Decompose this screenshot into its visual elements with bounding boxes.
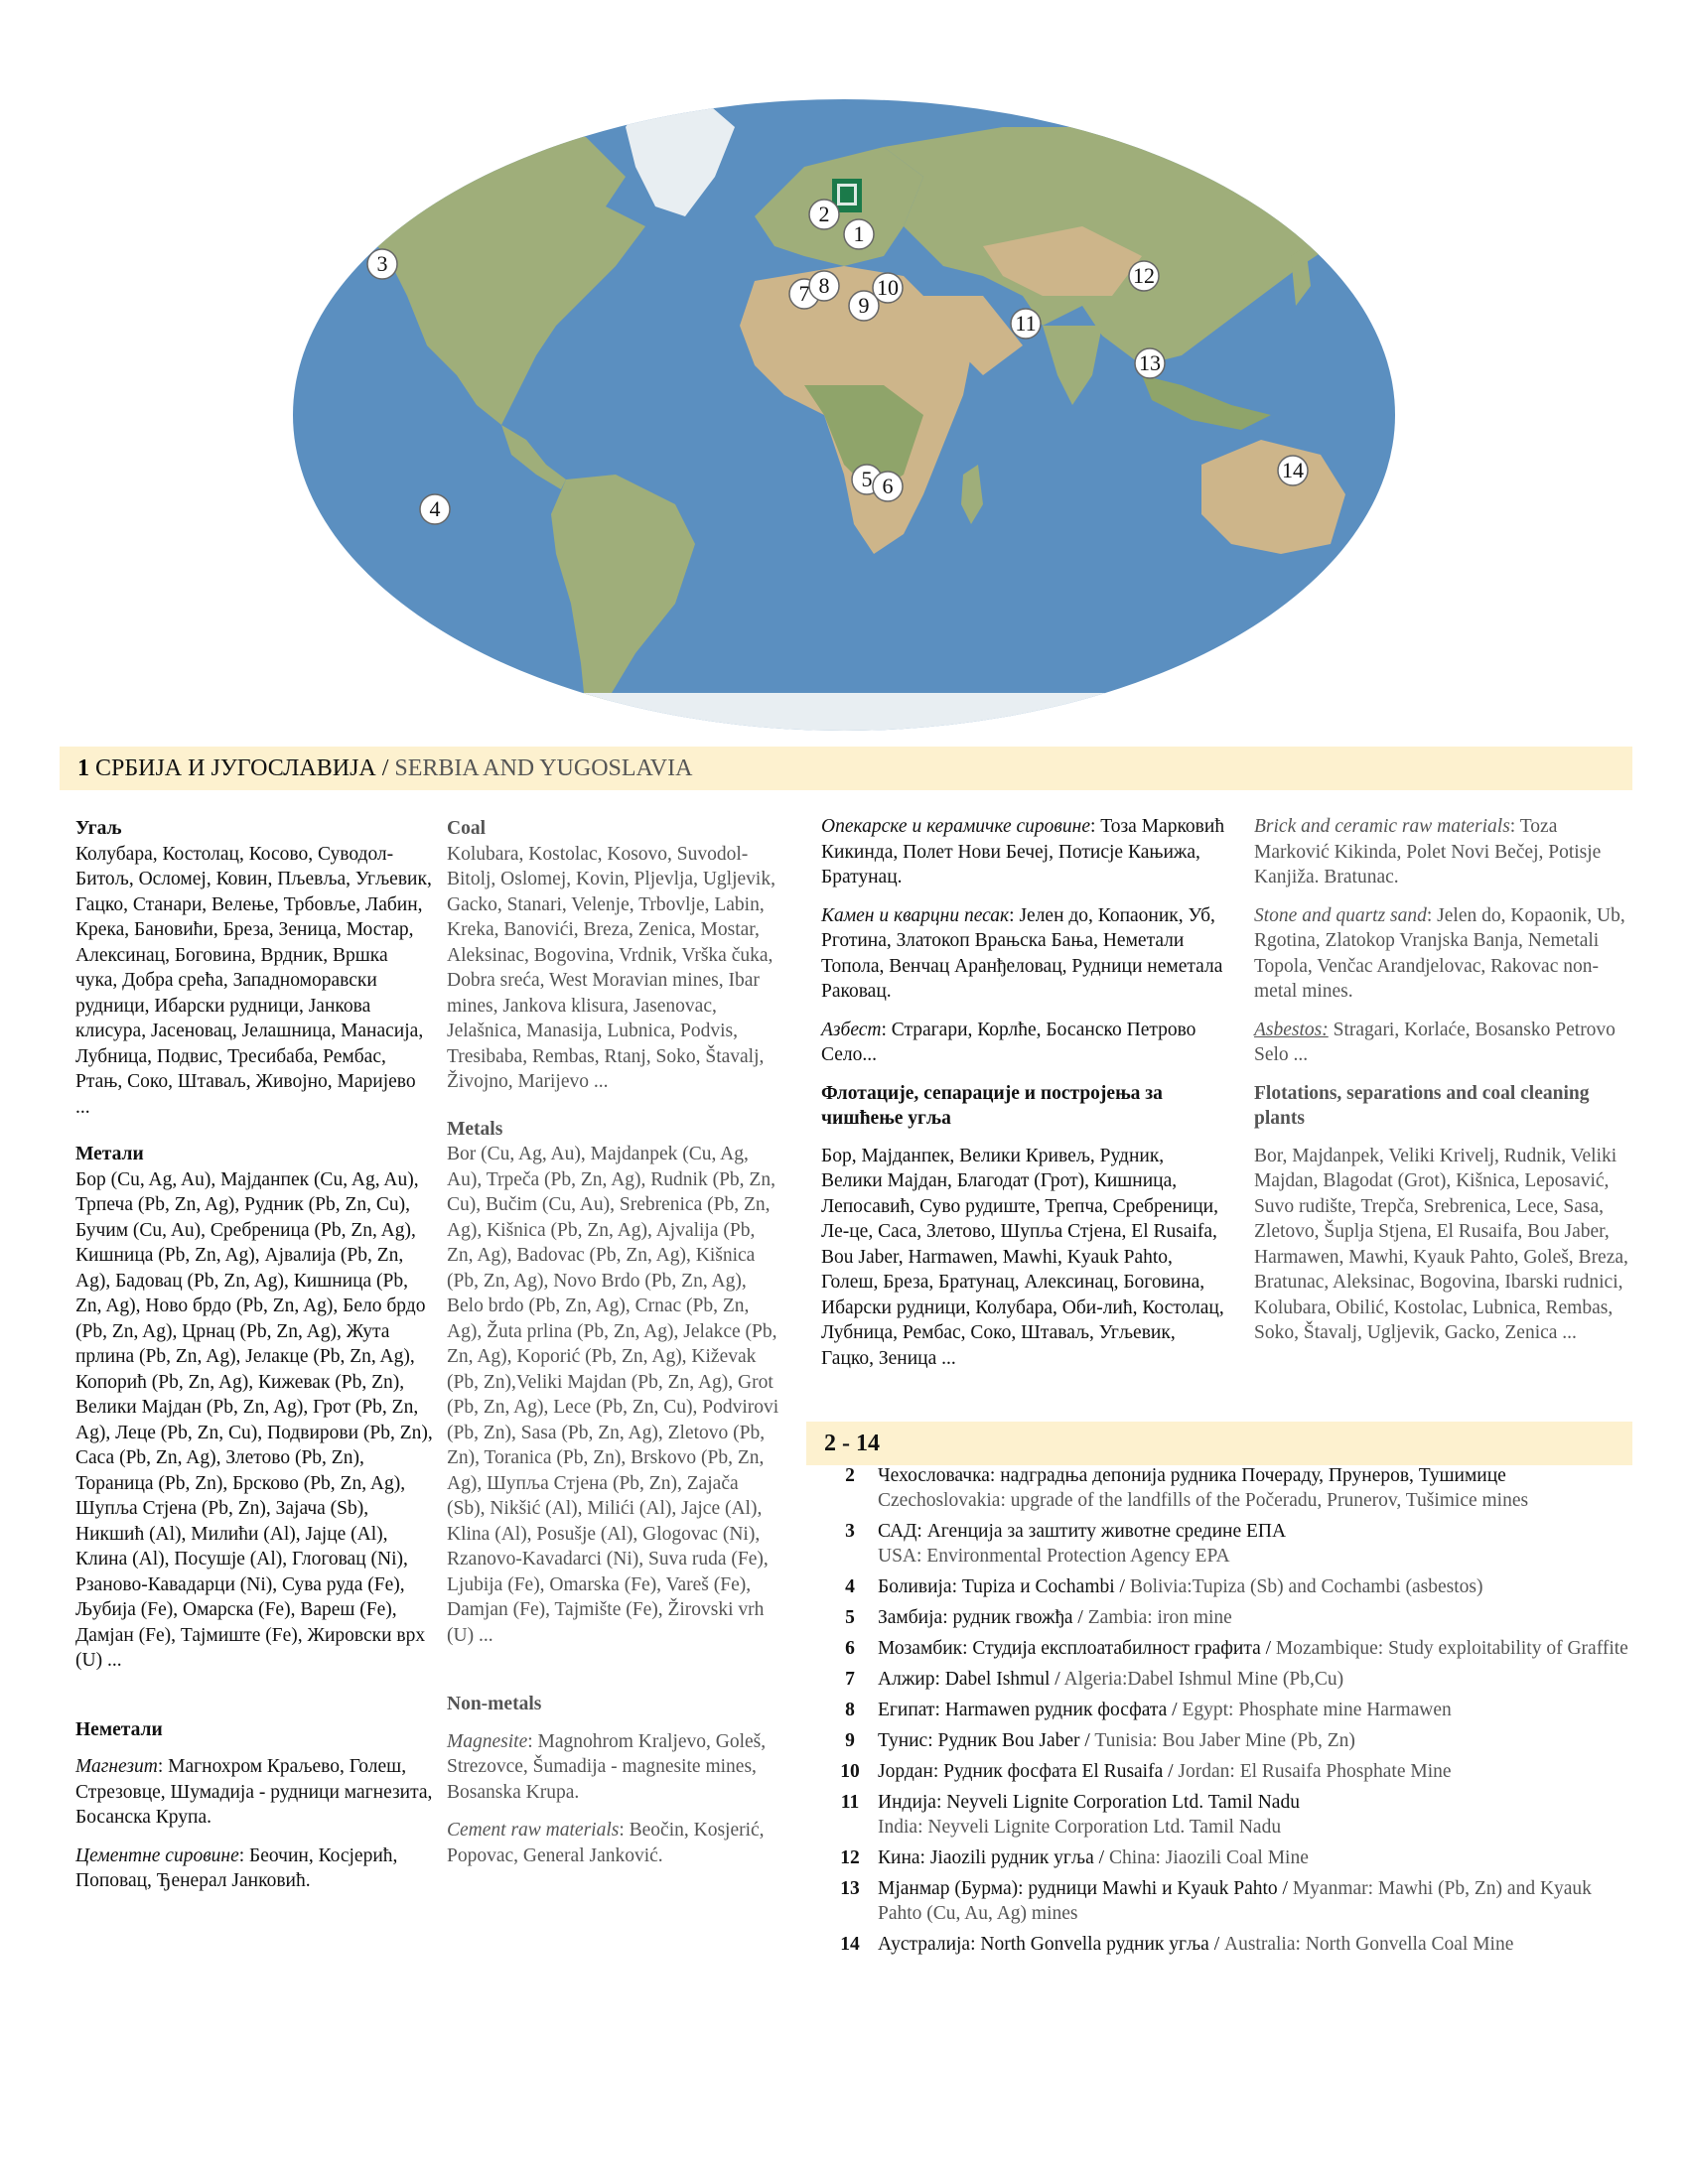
map-marker-11[interactable] — [1011, 309, 1041, 339]
map-marker-label: 4 — [429, 496, 441, 521]
project-number: 10 — [840, 1761, 860, 1782]
project-text-en: Zambia: iron mine — [1087, 1607, 1232, 1628]
column-english-nonmetals — [1254, 814, 1631, 1368]
project-row — [822, 1790, 1632, 1840]
project-row — [822, 1605, 1632, 1630]
map-marker-14[interactable] — [1278, 456, 1308, 485]
stone-label: Камен и кварцни песак — [821, 904, 1010, 926]
project-text-sr: Индија: Neyveli Lignite Corporation Ltd. Tamil Nadu — [878, 1792, 1300, 1813]
project-text — [878, 1932, 1632, 1957]
map-marker-2[interactable] — [809, 200, 839, 229]
coal-text: Колубара, Костолац, Косово, Суводол-Битољ, Осломеј, Ковин, Пљевља, Угљевик, Гацко, Станари, Велење, Трбовље, Лабин, Крека, Бановићи, Бреза, Зеница, Мостар, Алексинац, Боговина, Врдник, Вршка чука, Добра срећа, Западноморавски рудници, Ибарски рудници, Јанкова клисура, Јасеновац, Јелашница, Манасија, Лубница, Подвис, Тресибаба, Рембас, Ртањ, Соко, Штаваљ, Живојно, Маријево ... — [75, 843, 432, 1118]
project-row — [822, 1519, 1632, 1569]
map-marker-label: 3 — [376, 251, 388, 276]
stone-label-en: Stone and quartz sand — [1254, 904, 1427, 926]
project-text-en: Mozambique: Study exploitability of Graffite — [1275, 1638, 1628, 1659]
magnesite-text-en: : Magnohrom Kraljevo, Goleš, Strezovce, Šumadija - magnesite mines, Bosanska Krupa. — [447, 1730, 767, 1803]
project-text-en: USA: Environmental Protection Agency EPA — [878, 1546, 1230, 1567]
antarctica — [288, 693, 1400, 733]
column-english-minerals — [447, 816, 779, 1881]
world-map — [288, 97, 1400, 733]
project-text-sr: Замбија: рудник гвожђа / — [878, 1607, 1083, 1628]
asbestos-label-en: Asbestos: — [1254, 1019, 1329, 1040]
section-number: 1 — [77, 755, 89, 781]
brick-label: Опекарске и керамичке сировине — [821, 816, 1090, 837]
project-number: 5 — [845, 1607, 855, 1628]
new-zealand — [1365, 549, 1380, 594]
cement-text-en: : Beočin, Kosjerić, Popovac, General Janković. — [447, 1820, 765, 1866]
project-text-en: Egypt: Phosphate mine Harmawen — [1182, 1700, 1452, 1720]
project-text-en: India: Neyveli Lignite Corporation Ltd. Tamil Nadu — [878, 1817, 1282, 1838]
section-title-sr: СРБИЈА И ЈУГОСЛАВИЈА / — [95, 755, 389, 781]
metals-text-en: Bor (Cu, Ag, Au), Majdanpek (Cu, Ag, Au), Trpeča (Pb, Zn, Ag), Rudnik (Pb, Zn, Cu), Bučim (Cu, Au), Srebrenica (Pb, Zn, Ag), Kišnica (Pb, Zn, Ag), Ajvalija (Pb, Zn, Ag), Badovac (Pb, Zn, Ag), Kišnica (Pb, Zn, Ag), Novo Brdo (Pb, Zn, Ag), Belo brdo (Pb, Zn, Ag), Crnac (Pb, Zn, Ag), Žuta prlina (Pb, Zn, Ag), Jelakce (Pb, Zn, Ag), Koporić (Pb, Zn, Ag), Kiževak (Pb, Zn),Veliki Majdan (Pb, Zn, Ag), Grot (Pb, Zn, Ag), Lece (Pb, Zn, Cu), Podvirovi (Pb, Zn), Sasa (Pb, Zn, Ag), Zletovo (Pb, Zn), Toranica (Pb, Zn), Brskovo (Pb, Zn, Ag), Шупља Стјена (Pb, Zn), Zajača (Sb), Nikšić (Al), Milići (Al), Jajce (Al), Klina (Al), Posušje (Al), Glogovac (Ni), Rzanovo-Kavadarci (Ni), Suva ruda (Fe), Ljubija (Fe), Omarska (Fe), Vareš (Fe), Damjan (Fe), Tajmište (Fe), Žirovski vrh (U) ... — [447, 1144, 779, 1646]
map-marker-6[interactable] — [873, 472, 903, 501]
project-row — [822, 1932, 1632, 1957]
map-marker-label: 7 — [798, 281, 810, 306]
stone-text-en: : Jelen do, Kopaonik, Ub, Rgotina, Zlatokop Vranjska Banja, Nemetali Topola, Venčac Arandjelovac, Rakovac non-metal mines. — [1254, 904, 1625, 1002]
asbestos-text-en: Stragari, Korlaće, Bosansko Petrovo Selo ... — [1254, 1019, 1616, 1065]
project-text-sr: Чехословачка: надградња депонија рудника Почераду, Прунеров, Тушимице — [878, 1465, 1506, 1486]
stone-paragraph — [821, 903, 1228, 1005]
section-header-serbia — [60, 747, 1632, 790]
project-text — [878, 1636, 1632, 1661]
project-text-sr: Аустралија: North Gonvella рудник угља / — [878, 1934, 1220, 1955]
project-row — [822, 1574, 1632, 1599]
nonmetals-title: Неметали — [75, 1718, 163, 1740]
section-header-projects — [806, 1422, 1632, 1465]
asbestos-text: : Страгари, Корлће, Босанско Петрово Село... — [821, 1019, 1196, 1065]
project-text — [878, 1519, 1632, 1569]
stone-paragraph-en — [1254, 903, 1631, 1005]
project-text-sr: Мјанмар (Бурма): рудници Mawhi и Kyauk Pahto / — [878, 1878, 1288, 1899]
map-marker-label: 1 — [853, 221, 865, 246]
project-text-sr: САД: Агенција за заштиту животне средине ЕПА — [878, 1521, 1287, 1542]
flotation-text-en: Bor, Majdanpek, Veliki Krivelj, Rudnik, Veliki Majdan, Blagodat (Grot), Kišnica, Leposavić, Suvo rudište, Trepča, Srebrenica, Lece, Sasa, Zletovo, Šuplja Stjena, El Rusaifa, Bou Jaber, Harmawen, Mawhi, Kyauk Pahto, Goleš, Breza, Bratunac, Aleksinac, Bogovina, Ibarski rudnici, Kolubara, Obilić, Kostolac, Lubnica, Rembas, Soko, Štavalj, Ugljevik, Gacko, Zenica ... — [1254, 1145, 1628, 1343]
project-text-en: Bolivia:Tupiza (Sb) and Cochambi (asbestos) — [1129, 1576, 1483, 1597]
project-text-sr: Алжир: Dabel Ishmul / — [878, 1669, 1060, 1690]
project-number: 7 — [845, 1669, 855, 1690]
projects-list — [822, 1463, 1632, 1963]
metals-text: Бор (Cu, Ag, Au), Мајданпек (Cu, Ag, Au), Трпеча (Pb, Zn, Ag), Рудник (Pb, Zn, Cu), Бучим (Cu, Au), Сребреница (Pb, Zn, Ag), Кишница (Pb, Zn, Ag), Ајвалија (Pb, Zn, Ag), Бадовац (Pb, Zn, Ag), Кишница (Pb, Zn, Ag), Ново брдо (Pb, Zn, Ag), Бело брдо (Pb, Zn, Ag), Црнац (Pb, Zn, Ag), Жута прлина (Pb, Zn, Ag), Јелакце (Pb, Zn, Ag), Копорић (Pb, Zn, Ag), Кижевак (Pb, Zn), Велики Мајдан (Pb, Zn, Ag), Грот (Pb, Zn, Ag), Леце (Pb, Zn, Cu), Подвирови (Pb, Zn), Саса (Pb, Zn, Ag), Злетово (Pb, Zn), Тораница (Pb, Zn), Брсково (Pb, Zn, Ag), Шупља Стјена (Pb, Zn), Зајача (Sb), Никшић (Al), Милићи (Al), Јајце (Al), Клина (Al), Посушје (Al), Глоговац (Ni), Рзаново-Кавадарци (Ni), Сува руда (Fe), Љубија (Fe), Омарска (Fe), Вареш (Fe), Дамјан (Fe), Тајмиште (Fe), Жировски врх (U) ... — [75, 1168, 433, 1671]
project-text — [878, 1605, 1632, 1630]
map-marker-1[interactable] — [844, 219, 874, 249]
project-text — [878, 1463, 1632, 1513]
column-serbian-nonmetals — [821, 814, 1228, 1393]
cement-label-en: Cement raw materials — [447, 1820, 620, 1841]
project-text-en: Jordan: El Rusaifa Phosphate Mine — [1178, 1761, 1452, 1782]
projects-range-title: 2 - 14 — [824, 1431, 880, 1456]
project-text-sr: Јордан: Рудник фосфата El Rusaifa / — [878, 1761, 1174, 1782]
project-text-en: Australia: North Gonvella Coal Mine — [1224, 1934, 1514, 1955]
project-number: 14 — [840, 1934, 860, 1955]
project-text-sr: Египат: Harmawen рудник фосфата / — [878, 1700, 1178, 1720]
project-text-sr: Боливија: Tupiza и Cochambi / — [878, 1576, 1125, 1597]
project-text-en: Tunisia: Bou Jaber Mine (Pb, Zn) — [1094, 1730, 1355, 1751]
brick-text: : Тоза Марковић Кикинда, Полет Нови Бечеј, Потисје Кањижа, Братунац. — [821, 816, 1225, 887]
magnesite-label: Магнезит — [75, 1756, 158, 1777]
map-marker-label: 2 — [818, 202, 830, 226]
nonmetals-title-en: Non-metals — [447, 1694, 542, 1714]
magnesite-label-en: Magnesite — [447, 1730, 528, 1752]
flotation-title: Флотације, сепарације и постројења за чишћење угља — [821, 1082, 1163, 1129]
stone-text: : Јелен до, Копаоник, Уб, Рготина, Златокоп Врањска Бања, Неметали Топола, Венчац Аранђеловац, Рудници неметала Раковац. — [821, 904, 1223, 1002]
map-marker-3[interactable] — [367, 249, 397, 279]
project-number: 6 — [845, 1638, 855, 1659]
project-row — [822, 1845, 1632, 1870]
project-number: 3 — [845, 1521, 855, 1542]
project-text — [878, 1574, 1632, 1599]
project-text-en: China: Jiaozili Coal Mine — [1108, 1847, 1309, 1868]
project-row — [822, 1876, 1632, 1926]
map-marker-label: 12 — [1133, 263, 1155, 288]
project-number: 13 — [840, 1878, 860, 1899]
cement-label: Цементне сировине — [75, 1844, 239, 1866]
project-row — [822, 1698, 1632, 1722]
asbestos-label: Азбест — [821, 1019, 882, 1040]
project-row — [822, 1636, 1632, 1661]
map-marker-label: 11 — [1015, 311, 1037, 336]
project-text-sr: Мозамбик: Студија експлоатабилност графита / — [878, 1638, 1272, 1659]
map-marker-label: 13 — [1139, 350, 1161, 375]
coal-title: Угаљ — [75, 818, 122, 839]
project-text-sr: Кина: Jiaozili рудник угља / — [878, 1847, 1105, 1868]
cement-text: : Беочин, Косјерић, Поповац, Ђенерал Јанковић. — [75, 1844, 398, 1891]
project-text-en: Myanmar: Mawhi (Pb, Zn) and Kyauk Pahto (Cu, Au, Ag) mines — [878, 1878, 1592, 1924]
brick-paragraph-en — [1254, 814, 1631, 890]
project-number: 9 — [845, 1730, 855, 1751]
brick-paragraph — [821, 814, 1228, 890]
column-serbian-minerals — [75, 816, 433, 1907]
metals-title: Метали — [75, 1144, 144, 1164]
project-text — [878, 1845, 1632, 1870]
project-number: 2 — [845, 1465, 855, 1486]
project-text — [878, 1759, 1632, 1784]
project-text-en: Algeria:Dabel Ishmul Mine (Pb,Cu) — [1063, 1669, 1344, 1690]
map-marker-12[interactable] — [1129, 261, 1159, 291]
project-row — [822, 1463, 1632, 1513]
project-number: 12 — [840, 1847, 860, 1868]
map-marker-4[interactable] — [420, 494, 450, 524]
cement-paragraph-en — [447, 1818, 779, 1868]
magnesite-paragraph — [75, 1754, 433, 1831]
project-row — [822, 1667, 1632, 1692]
project-number: 8 — [845, 1700, 855, 1720]
map-marker-label: 10 — [877, 275, 899, 300]
project-number: 4 — [845, 1576, 855, 1597]
magnesite-text: : Магнохром Краљево, Голеш, Стрезовце, Шумадија - рудници магнезита, Босанска Крупа. — [75, 1756, 433, 1828]
map-marker-label: 8 — [818, 273, 830, 298]
section-title-en: SERBIA AND YUGOSLAVIA — [394, 755, 693, 781]
asbestos-paragraph — [821, 1018, 1228, 1068]
map-marker-8[interactable] — [809, 271, 839, 301]
project-number: 11 — [840, 1792, 860, 1813]
project-text — [878, 1698, 1632, 1722]
project-text-en: Czechoslovakia: upgrade of the landfills of the Počeradu, Prunerov, Tušimice mines — [878, 1490, 1529, 1511]
world-map-svg — [288, 97, 1400, 733]
coal-title-en: Coal — [447, 818, 486, 839]
project-text — [878, 1790, 1632, 1840]
project-text — [878, 1728, 1632, 1753]
map-marker-13[interactable] — [1135, 348, 1165, 378]
map-marker-label: 6 — [882, 474, 894, 498]
asbestos-paragraph-en — [1254, 1018, 1631, 1068]
cement-paragraph — [75, 1843, 433, 1894]
project-row — [822, 1759, 1632, 1784]
map-marker-label: 14 — [1282, 458, 1304, 482]
magnesite-paragraph-en — [447, 1729, 779, 1806]
brick-label-en: Brick and ceramic raw materials — [1254, 816, 1510, 837]
project-text — [878, 1667, 1632, 1692]
map-marker-label: 9 — [858, 293, 870, 318]
map-marker-10[interactable] — [873, 273, 903, 303]
project-text — [878, 1876, 1632, 1926]
flotation-text: Бор, Мајданпек, Велики Кривељ, Рудник, Велики Мајдан, Благодат (Грот), Кишница, Лепосавић, Суво рудиште, Трепча, Сребреници, Ле-це, Саса, Злетово, Шупља Стјена, El Rusaifa, Bou Jaber, Harmawen, Mawhi, Kyauk Pahto, Голеш, Бреза, Братунац, Алексинац, Боговина, Ибарски рудници, Колубара, Оби-лић, Костолац, Лубница, Рембас, Соко, Штаваљ, Угљевик, Гацко, Зеница ... — [821, 1145, 1224, 1369]
project-row — [822, 1728, 1632, 1753]
metals-title-en: Metals — [447, 1118, 503, 1140]
brick-text-en: : Toza Marković Kikinda, Polet Novi Bečej, Potisje Kanjiža. Bratunac. — [1254, 816, 1602, 887]
coal-text-en: Kolubara, Kostolac, Kosovo, Suvodol-Bitolj, Oslomej, Kovin, Pljevlja, Ugljevik, Gacko, Stanari, Velenje, Trbovlje, Labin, Kreka, Banovići, Breza, Zenica, Mostar, Aleksinac, Bogovina, Vrdnik, Vrška čuka, Dobra sreća, West Moravian mines, Ibar mines, Jankova klisura, Jasenovac, Jelašnica, Manasija, Lubnica, Podvis, Tresibaba, Rembas, Rtanj, Soko, Štavalj, Živojno, Marijevo ... — [447, 843, 775, 1092]
flotation-title-en: Flotations, separations and coal cleaning plants — [1254, 1082, 1590, 1129]
project-text-sr: Тунис: Рудник Bou Jaber / — [878, 1730, 1090, 1751]
map-marker-label: 5 — [861, 467, 873, 491]
